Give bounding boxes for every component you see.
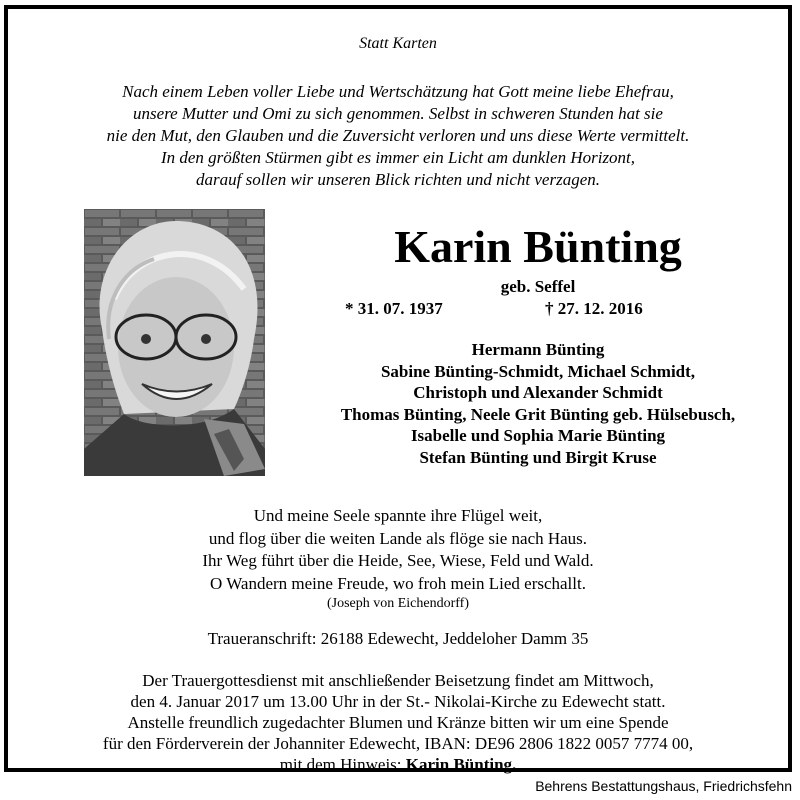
intro-text <box>8 81 788 191</box>
family-list <box>278 339 798 468</box>
family-line: Stefan Bünting und Birgit Kruse <box>419 447 657 467</box>
family-line: Thomas Bünting, Neele Grit Bünting geb. Hülsebusch, <box>340 404 736 424</box>
deceased-name: Karin Bünting <box>394 221 682 272</box>
birth-date: * 31. 07. 1937 <box>345 299 443 318</box>
service-line: für den Förderverein der Johanniter Edewecht, IBAN: DE96 2806 1822 0057 7774 00, <box>102 734 694 753</box>
service-line: Anstelle freundlich zugedachter Blumen und Kränze bitten wir um eine Spende <box>127 713 669 732</box>
poem-source: (Joseph von Eichendorff) <box>326 596 470 611</box>
family-line: Hermann Bünting <box>471 340 605 359</box>
hint-name: Karin Bünting. <box>405 755 517 774</box>
poem-line: Und meine Seele spannte ihre Flügel weit, <box>253 506 543 525</box>
service-line: den 4. Januar 2017 um 13.00 Uhr in der St.- Nikolai-Kirche zu Edewecht statt. <box>130 692 666 711</box>
poem <box>8 505 788 595</box>
obituary-frame <box>4 5 792 772</box>
poem-line: und flog über die weiten Lande als flöge sie nach Haus. <box>208 528 588 548</box>
service-line: Der Trauergottesdienst mit anschließender Beisetzung findet am Mittwoch, <box>142 671 654 690</box>
poem-line: O Wandern meine Freude, wo froh mein Lied erschallt. <box>210 573 586 593</box>
family-line: Sabine Bünting-Schmidt, Michael Schmidt, <box>380 361 696 381</box>
heading-statt-karten: Statt Karten <box>359 35 437 52</box>
portrait-illustration <box>84 209 265 476</box>
funeral-home-credit: Behrens Bestattungshaus, Friedrichsfehn <box>535 778 792 794</box>
mourning-address: Traueranschrift: 26188 Edewecht, Jeddeloher Damm 35 <box>207 629 589 648</box>
intro-line: Nach einem Leben voller Liebe und Wertschätzung hat Gott meine liebe Ehefrau, <box>122 82 674 101</box>
intro-line: nie den Mut, den Glauben und die Zuversicht verloren und uns diese Werte vermittelt. <box>106 126 690 145</box>
maiden-name: geb. Seffel <box>500 277 576 296</box>
intro-line: unsere Mutter und Omi zu sich genommen. Selbst in schweren Stunden hat sie <box>133 104 663 123</box>
family-line: Christoph und Alexander Schmidt <box>413 383 663 402</box>
hint-prefix: mit dem Hinweis: <box>279 755 406 774</box>
service-details <box>8 670 788 775</box>
service-hint-line <box>8 754 788 775</box>
death-date: † 27. 12. 2016 <box>545 299 643 318</box>
poem-line: Ihr Weg führt über die Heide, See, Wiese, Feld und Wald. <box>202 551 594 570</box>
portrait-photo <box>84 209 265 476</box>
intro-line: darauf sollen wir unseren Blick richten und nicht verzagen. <box>196 170 600 189</box>
family-line: Isabelle und Sophia Marie Bünting <box>410 426 666 445</box>
intro-line: In den größten Stürmen gibt es immer ein Licht am dunklen Horizont, <box>160 148 636 167</box>
